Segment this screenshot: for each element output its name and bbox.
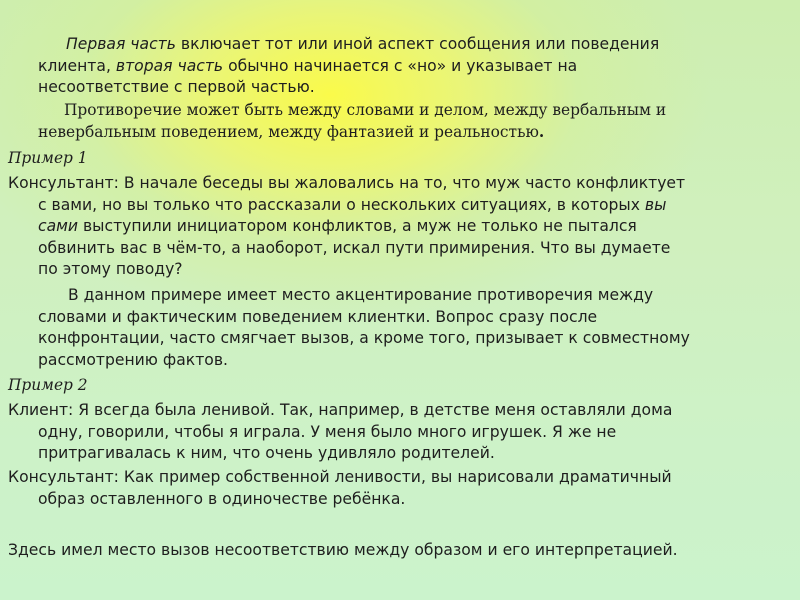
example-1-heading: Пример 1 — [8, 149, 88, 167]
consultant1-line-3 — [8, 216, 685, 238]
contradiction-text-2: невербальным поведением, между фантазией и реальностью — [38, 122, 539, 141]
consultant1-line-1: Консультант: В начале беседы вы жаловались на то, что муж часто конфликтует — [8, 174, 686, 192]
intro-line-2 — [38, 56, 659, 78]
you-emphasis: вы — [644, 195, 667, 214]
first-part-term: Первая часть — [66, 35, 176, 53]
commentary-line-4: рассмотрению фактов. — [38, 350, 228, 369]
contradiction-line-1: Противоречие может быть между словами и делом, между вербальным и — [64, 101, 667, 119]
contradiction-paragraph — [38, 100, 666, 143]
consultant1-line-4: обвинить вас в чём-то, а наоборот, искал пути примирения. Что вы думаете — [38, 238, 671, 257]
consultant-statement-2 — [8, 467, 672, 510]
client-statement — [8, 400, 672, 465]
consultant2-line-2: образ оставленного в одиночестве ребёнка. — [38, 489, 406, 508]
intro-text-2b: обычно начинается с «но» и указывает на — [223, 56, 578, 75]
intro-text-1: включает тот или иной аспект сообщения или поведения — [175, 35, 660, 53]
example-1-commentary — [38, 285, 690, 371]
commentary-line-2: словами и фактическим поведением клиентки. Вопрос сразу после — [38, 307, 598, 326]
contradiction-line-2 — [38, 122, 666, 144]
consultant1-text-2a: с вами, но вы только что рассказали о нескольких ситуациях, в которых — [38, 195, 645, 214]
yourself-emphasis: сами — [38, 217, 79, 235]
commentary-line-1: В данном примере имеет место акцентирование противоречия между — [68, 286, 654, 304]
client-line-1: Клиент: Я всегда была ленивой. Так, например, в детстве меня оставляли дома — [8, 401, 673, 419]
conclusion: Здесь имел место вызов несоответствию между образом и его интерпретацией. — [8, 541, 678, 559]
contradiction-period: . — [538, 122, 545, 141]
client-line-3: притрагивалась к ним, что очень удивляло родителей. — [38, 444, 495, 462]
second-part-term: вторая часть — [115, 56, 224, 75]
consultant2-line-1: Консультант: Как пример собственной ленивости, вы нарисовали драматичный — [8, 468, 672, 486]
consultant-statement-1 — [8, 173, 685, 281]
intro-line-3: несоответствие с первой частью. — [38, 78, 315, 96]
intro-line-1 — [38, 34, 659, 56]
intro-text-2a: клиента, — [38, 56, 116, 75]
example-2-heading: Пример 2 — [8, 376, 88, 394]
consultant1-line-5: по этому поводу? — [38, 260, 183, 278]
client-line-2: одну, говорили, чтобы я играла. У меня было много игрушек. Я же не — [38, 422, 617, 441]
commentary-line-3: конфронтации, часто смягчает вызов, а кроме того, призывает к совместному — [38, 329, 690, 347]
consultant1-text-3b: выступили инициатором конфликтов, а муж не только не пытался — [78, 217, 637, 235]
intro-paragraph — [38, 34, 659, 99]
consultant1-line-2 — [8, 195, 685, 217]
